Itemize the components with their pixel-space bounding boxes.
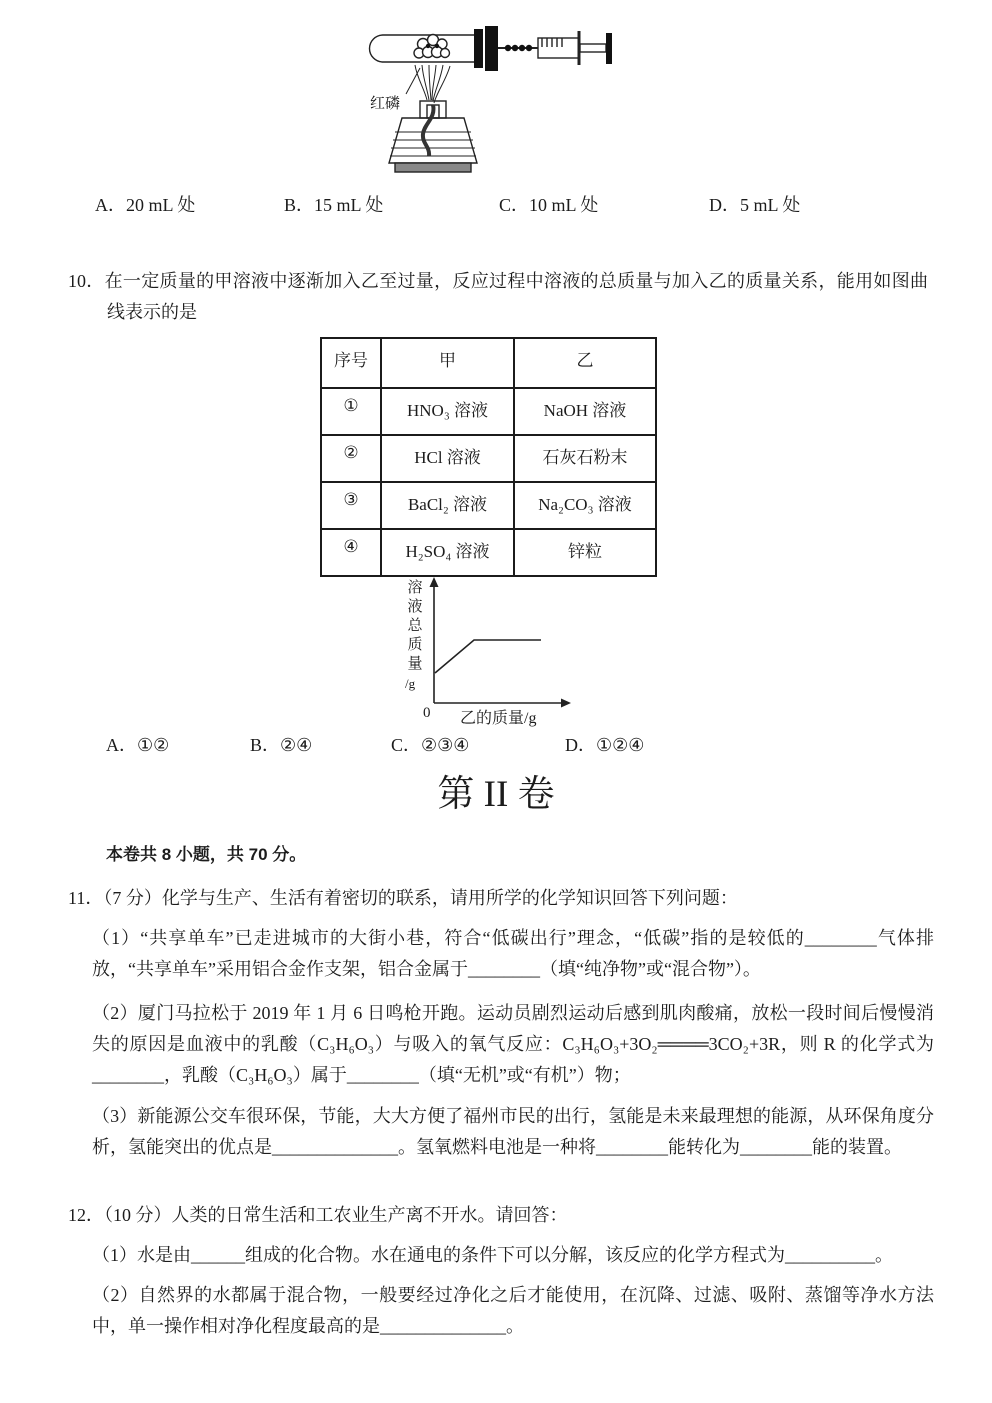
q10-number: 10．	[68, 271, 105, 291]
table-cell: 石灰石粉末	[514, 435, 656, 482]
table-cell: ②	[321, 435, 381, 482]
table-header-cell: 甲	[381, 338, 514, 388]
q09-choice-a: A．20 mL 处	[95, 195, 196, 215]
table-header-row	[321, 338, 656, 388]
q11-part-2: （2）厦门马拉松于 2019 年 1 月 6 日鸣枪开跑。运动员剧烈运动后感到肌肉酸痛，放松一段时间后慢慢消失的原因是血液中的乳酸（C₃H₆O₃）与吸入的氧气反应：C₃H₆O₃+3O₂════3CO₂+3R，则 R 的化学式为________，乳酸（C₃H₆O₃）属于________（填“无机”或“有机”）物；	[92, 1003, 934, 1085]
table-cell: ③	[321, 482, 381, 529]
table-cell: Na₂CO₃ 溶液	[514, 482, 656, 529]
q11-number: 11．	[68, 888, 104, 908]
graph-y-axis-label: 溶液总质量	[407, 580, 423, 672]
table-row	[321, 388, 656, 435]
graph-y-axis-unit: /g	[405, 676, 416, 691]
red-phosphorus-label: 红磷	[370, 96, 401, 112]
table-cell: ①	[321, 388, 381, 435]
section-note: 本卷共 8 小题，共 70 分。	[106, 845, 307, 864]
apparatus-svg	[366, 8, 648, 180]
table-cell: HCl 溶液	[381, 435, 514, 482]
red-phosphorus	[414, 35, 450, 59]
solution-mass-graph	[398, 576, 580, 728]
lamp-base	[395, 163, 471, 172]
table-row	[321, 435, 656, 482]
q09-choice-b: B．15 mL 处	[284, 195, 384, 215]
rubber-stopper	[474, 29, 483, 68]
syringe	[538, 31, 612, 65]
q11-part-3: （3）新能源公交车很环保，节能，大大方便了福州市民的出行，氢能是未来最理想的能源，从环保角度分析，氢能突出的优点是______________。氢氧燃料电池是一种将________能转化为________能的装置。	[92, 1106, 934, 1157]
graph-curve	[435, 640, 541, 673]
q11-part-1: （1）“共享单车”已走进城市的大街小巷，符合“低碳出行”理念，“低碳”指的是较低的________气体排放，“共享单车”采用铝合金作支架，铝合金属于________（填“纯净物”或“混合物”）。	[92, 928, 934, 979]
q10-stem	[68, 266, 928, 328]
table-cell: H₂SO₄ 溶液	[381, 529, 514, 576]
table-row	[321, 482, 656, 529]
q10-choice-b: B．②④	[250, 735, 313, 755]
table-cell: NaOH 溶液	[514, 388, 656, 435]
q10-table	[320, 337, 657, 577]
q09-choice-d: D．5 mL 处	[709, 195, 801, 215]
table-header-cell: 乙	[514, 338, 656, 388]
graph-origin-label: 0	[423, 705, 431, 721]
flame-lines	[415, 65, 450, 103]
q10-choice-c: C．②③④	[391, 735, 470, 755]
q09-choice-c: C．10 mL 处	[499, 195, 599, 215]
q10-choice-a: A．①②	[106, 735, 170, 755]
q10-text: 在一定质量的甲溶液中逐渐加入乙至过量，反应过程中溶液的总质量与加入乙的质量关系，能用如图曲线表示的是	[104, 271, 928, 322]
table-cell: BaCl₂ 溶液	[381, 482, 514, 529]
rubber-stopper	[485, 26, 498, 71]
label-pointer-line	[406, 68, 420, 94]
graph-x-axis-label: 乙的质量/g	[460, 710, 537, 727]
q12-part-1: （1）水是由______组成的化合物。水在通电的条件下可以分解，该反应的化学方程式为__________。	[92, 1245, 893, 1265]
section-title: 第 II 卷	[437, 774, 555, 815]
q12-part-2: （2）自然界的水都属于混合物，一般要经过净化之后才能使用，在沉降、过滤、吸附、蒸馏等净水方法中，单一操作相对净化程度最高的是______________。	[92, 1285, 934, 1336]
table-cell: HNO₃ 溶液	[381, 388, 514, 435]
q12-number: 12．	[68, 1205, 104, 1225]
table-cell: ④	[321, 529, 381, 576]
y-axis-arrow	[430, 577, 439, 587]
x-axis-arrow	[561, 699, 571, 708]
q12-intro: （10 分）人类的日常生活和工农业生产离不开水。请回答：	[104, 1205, 568, 1225]
q11-intro: （7 分）化学与生产、生活有着密切的联系，请用所学的化学知识回答下列问题：	[103, 888, 738, 908]
q12-stem	[68, 1200, 928, 1231]
apparatus-diagram	[366, 8, 648, 180]
table-cell: 锌粒	[514, 529, 656, 576]
table-header-cell: 序号	[321, 338, 381, 388]
q11-stem	[68, 883, 928, 914]
table-row	[321, 529, 656, 576]
alcohol-lamp	[389, 101, 477, 172]
q10-choice-d: D．①②④	[565, 735, 645, 755]
